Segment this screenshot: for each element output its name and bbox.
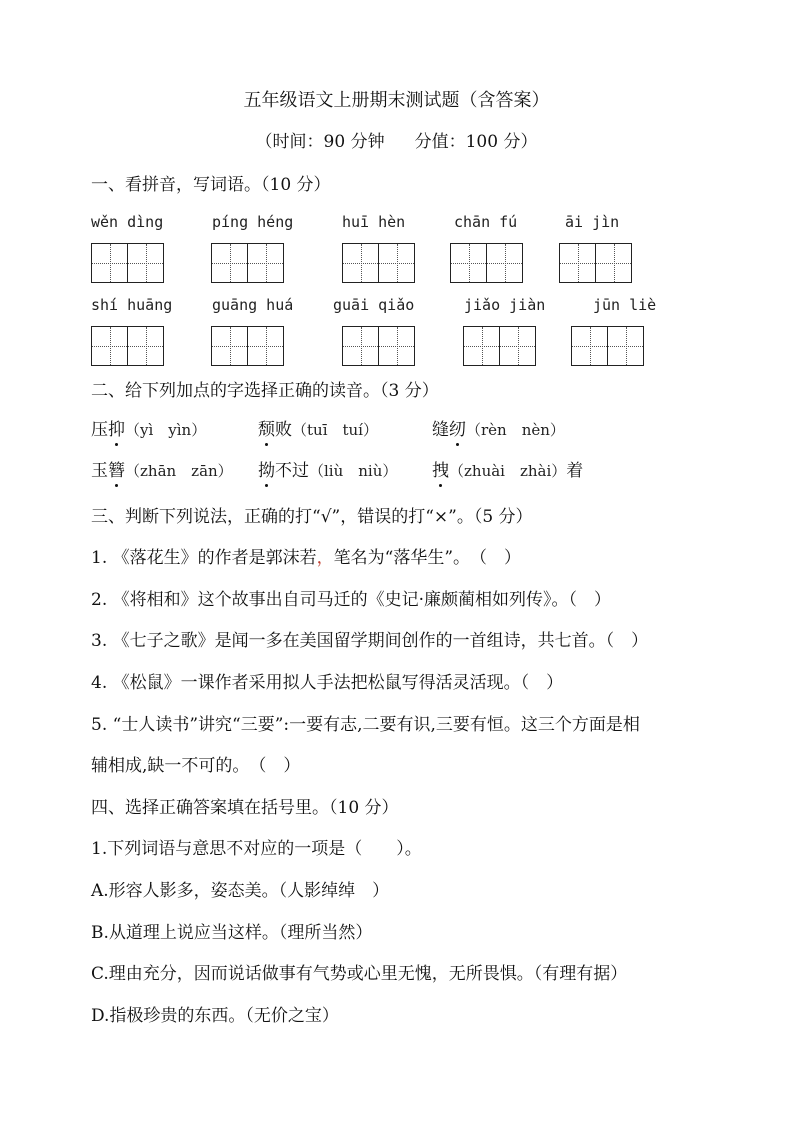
choice-option-a: A.形容人影多，姿态美。（人影绰绰 ） (91, 881, 390, 901)
pinyin-6: shí huāng (91, 296, 173, 314)
writing-grid[interactable] (571, 326, 644, 366)
judgement-3: 3. 《七子之歌》是闻一多在美国留学期间创作的一首组诗，共七首。（ ） (91, 631, 649, 651)
writing-grid[interactable] (463, 326, 536, 366)
writing-grid[interactable] (559, 243, 632, 283)
reading-item: 缝纫（rèn nèn） (432, 420, 565, 440)
reading-item: 拗不过（liù niù） (258, 461, 398, 481)
choice-option-c: C.理由充分，因而说话做事有气势或心里无愧，无所畏惧。（有理有据） (91, 964, 628, 984)
judgement-5-continued: 辅相成,缺一不可的。 （ ） (91, 756, 301, 776)
pinyin-2: píng héng (212, 213, 294, 231)
pinyin-8: guāi qiǎo (333, 296, 415, 314)
choice-option-d: D.指极珍贵的东西。（无价之宝） (91, 1006, 339, 1026)
section-1-heading: 一、看拼音，写词语。（10 分） (91, 175, 331, 195)
pinyin-7: guāng huá (212, 296, 294, 314)
pinyin-1: wěn dìng (91, 213, 164, 231)
reading-item: 颓败（tuī tuí） (258, 420, 378, 440)
section-4-heading: 四、选择正确答案填在括号里。（10 分） (91, 798, 399, 818)
writing-grid[interactable] (211, 326, 284, 366)
judgement-1: 1. 《落花生》的作者是郭沫若，笔名为“落华生”。 （ ） (91, 548, 522, 568)
writing-grid[interactable] (450, 243, 523, 283)
section-2-heading: 二、给下列加点的字选择正确的读音。（3 分） (91, 381, 439, 401)
choice-question-1: 1.下列词语与意思不对应的一项是（ ）。 (91, 839, 422, 859)
writing-grid[interactable] (342, 326, 415, 366)
pinyin-10: jūn liè (593, 296, 657, 314)
choice-option-b: B.从道理上说应当这样。（理所当然） (91, 923, 373, 943)
pinyin-3: huī hèn (342, 213, 406, 231)
writing-grid[interactable] (91, 326, 164, 366)
reading-item: 玉簪（zhān zān） (91, 461, 233, 481)
writing-grid[interactable] (91, 243, 164, 283)
writing-grid[interactable] (342, 243, 415, 283)
total-score: 分值：100 分） (414, 132, 538, 152)
pinyin-5: āi jìn (565, 213, 620, 231)
pinyin-4: chān fú (454, 213, 518, 231)
time-limit: （时间：90 分钟 (255, 132, 385, 152)
section-3-heading: 三、判断下列说法，正确的打“√”，错误的打“×”。（5 分） (91, 507, 533, 527)
judgement-2: 2. 《将相和》这个故事出自司马迁的《史记·廉颇蔺相如列传》。（ ） (91, 590, 612, 610)
pinyin-9: jiǎo jiàn (464, 296, 546, 314)
document-subtitle (0, 127, 793, 152)
document-title: 五年级语文上册期末测试题（含答案） (243, 90, 550, 111)
writing-grid[interactable] (211, 243, 284, 283)
reading-item: 拽（zhuài zhài）着 (432, 461, 584, 481)
judgement-4: 4. 《松鼠》一课作者采用拟人手法把松鼠写得活灵活现。（ ） (91, 673, 564, 693)
judgement-5: 5. “士人读书”讲究“三要”:一要有志,二要有识,三要有恒。这三个方面是相 (91, 715, 640, 735)
reading-item: 压抑（yì yìn） (91, 420, 207, 440)
